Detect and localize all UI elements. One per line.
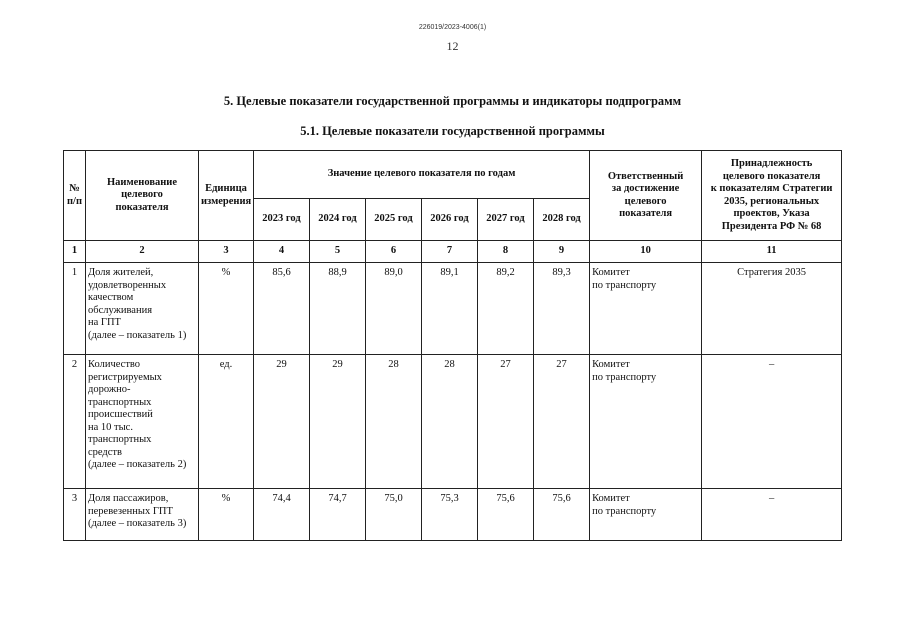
indicator-name: Количество регистрируемых дорожно- транспортных происшествий на 10 тыс. транспортных средств (далее – показатель 2) bbox=[86, 355, 199, 489]
header-year: 2026 год bbox=[422, 199, 478, 241]
value-cell: 75,6 bbox=[478, 489, 534, 541]
value-cell: 89,3 bbox=[534, 263, 590, 355]
page-number: 12 bbox=[446, 39, 459, 53]
indicators-table bbox=[63, 150, 842, 541]
header-year: 2025 год bbox=[366, 199, 422, 241]
value-cell: 75,0 bbox=[366, 489, 422, 541]
header-year: 2023 год bbox=[254, 199, 310, 241]
column-number: 3 bbox=[199, 241, 254, 263]
column-number: 6 bbox=[366, 241, 422, 263]
section-heading: 5. Целевые показатели государственной программы и индикаторы подпрограмм bbox=[223, 94, 682, 108]
responsible-cell: Комитет по транспорту bbox=[590, 489, 702, 541]
value-cell: 27 bbox=[534, 355, 590, 489]
value-cell: 74,4 bbox=[254, 489, 310, 541]
value-cell: 89,0 bbox=[366, 263, 422, 355]
value-cell: 29 bbox=[310, 355, 366, 489]
indicator-name: Доля жителей, удовлетворенных качеством обслуживания на ГПТ (далее – показатель 1) bbox=[86, 263, 199, 355]
column-number: 7 bbox=[422, 241, 478, 263]
header-year: 2028 год bbox=[534, 199, 590, 241]
table-row bbox=[64, 489, 842, 541]
value-cell: 89,1 bbox=[422, 263, 478, 355]
belonging-cell: – bbox=[702, 355, 842, 489]
header-belonging: Принадлежность целевого показателя к показателям Стратегии 2035, региональных проектов, Указа Президента РФ № 68 bbox=[702, 151, 842, 241]
responsible-cell: Комитет по транспорту bbox=[590, 263, 702, 355]
responsible-cell: Комитет по транспорту bbox=[590, 355, 702, 489]
unit-cell: ед. bbox=[199, 355, 254, 489]
subsection-heading: 5.1. Целевые показатели государственной программы bbox=[300, 124, 605, 138]
header-responsible: Ответственный за достижение целевого показателя bbox=[590, 151, 702, 241]
header-year: 2027 год bbox=[478, 199, 534, 241]
indicator-name: Доля пассажиров, перевезенных ГПТ (далее – показатель 3) bbox=[86, 489, 199, 541]
unit-cell: % bbox=[199, 489, 254, 541]
value-cell: 27 bbox=[478, 355, 534, 489]
value-cell: 28 bbox=[366, 355, 422, 489]
value-cell: 75,6 bbox=[534, 489, 590, 541]
value-cell: 29 bbox=[254, 355, 310, 489]
column-number: 9 bbox=[534, 241, 590, 263]
column-number: 11 bbox=[702, 241, 842, 263]
column-number: 10 bbox=[590, 241, 702, 263]
value-cell: 28 bbox=[422, 355, 478, 489]
belonging-cell: Стратегия 2035 bbox=[702, 263, 842, 355]
value-cell: 74,7 bbox=[310, 489, 366, 541]
row-number: 3 bbox=[64, 489, 86, 541]
column-number: 1 bbox=[64, 241, 86, 263]
value-cell: 75,3 bbox=[422, 489, 478, 541]
row-number: 1 bbox=[64, 263, 86, 355]
header-num: № п/п bbox=[64, 151, 86, 241]
value-cell: 85,6 bbox=[254, 263, 310, 355]
document-code: 226019/2023-4006(1) bbox=[418, 24, 487, 31]
header-values-by-year: Значение целевого показателя по годам bbox=[254, 151, 590, 199]
column-number: 2 bbox=[86, 241, 199, 263]
header-year: 2024 год bbox=[310, 199, 366, 241]
table-row bbox=[64, 355, 842, 489]
value-cell: 89,2 bbox=[478, 263, 534, 355]
unit-cell: % bbox=[199, 263, 254, 355]
row-number: 2 bbox=[64, 355, 86, 489]
table-row bbox=[64, 263, 842, 355]
column-number: 8 bbox=[478, 241, 534, 263]
column-number: 5 bbox=[310, 241, 366, 263]
header-name: Наименование целевого показателя bbox=[86, 151, 199, 241]
column-number: 4 bbox=[254, 241, 310, 263]
belonging-cell: – bbox=[702, 489, 842, 541]
value-cell: 88,9 bbox=[310, 263, 366, 355]
header-unit: Единица измерения bbox=[199, 151, 254, 241]
